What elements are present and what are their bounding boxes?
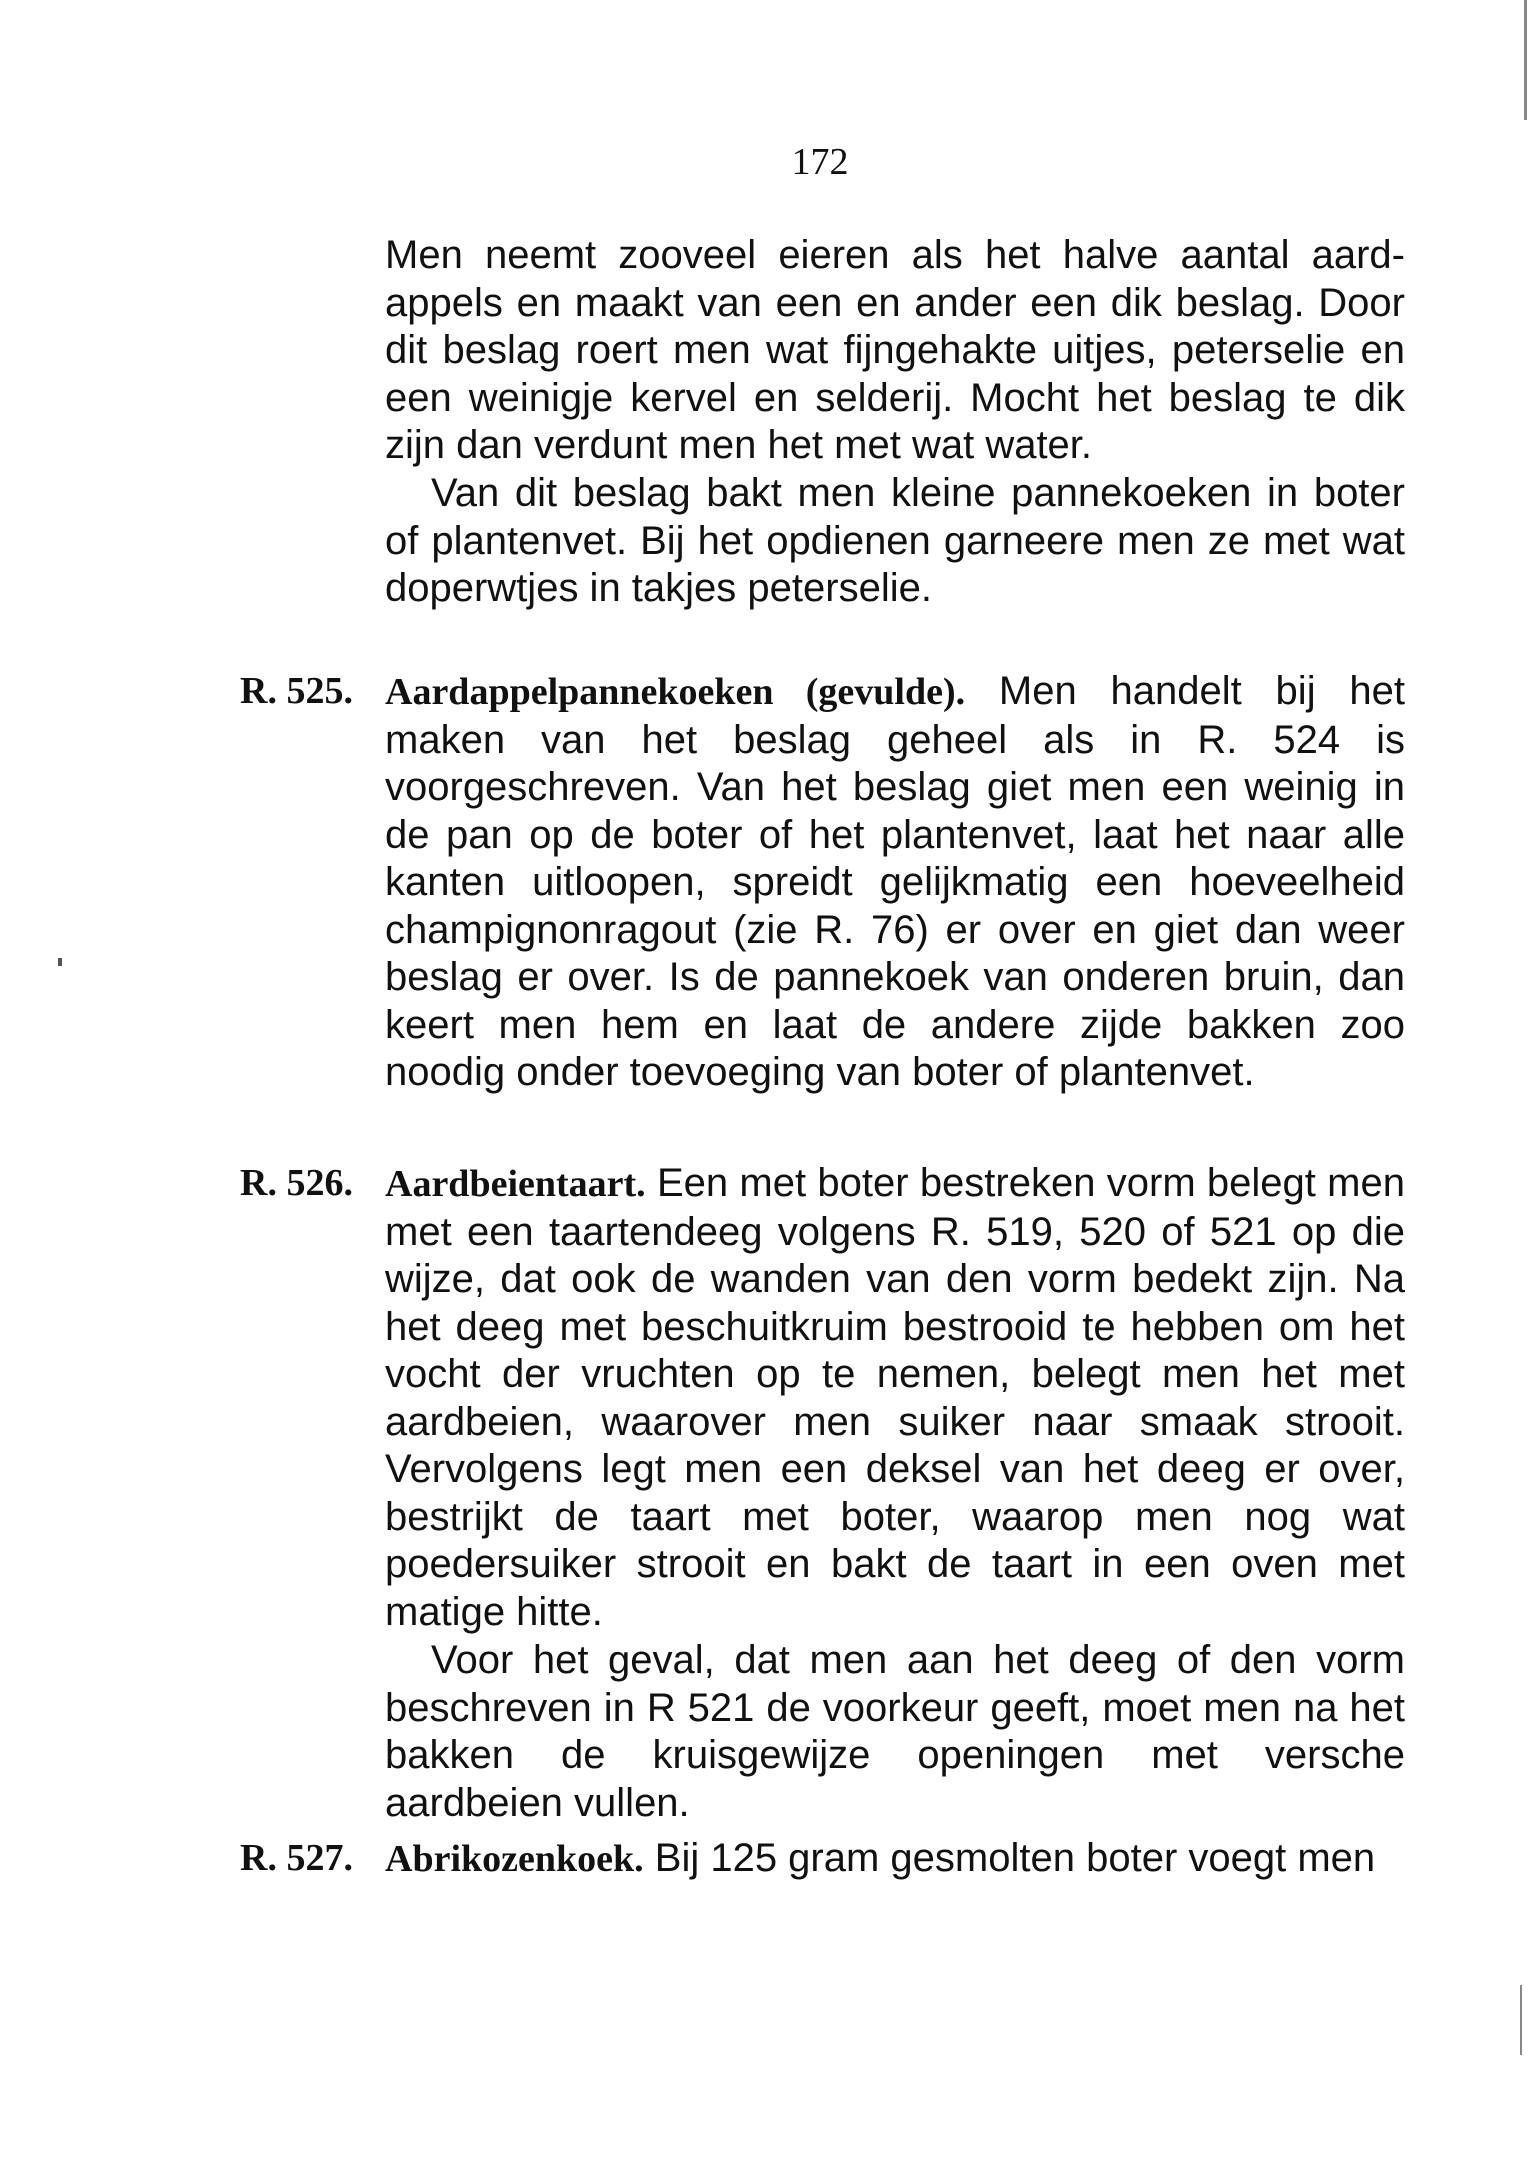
recipe-title: Abrikozenkoek. [385,1838,644,1880]
recipe-text: Bij 125 gram gesmolten boter voegt men [654,1836,1376,1880]
recipe-525 [240,668,1405,1097]
recipe-text: Men handelt bij het maken van het beslag geheel als in R. 524 is voorgeschreven. Van het beslag giet men een weinig in de pan op de boter of het plantenvet, laat het naar alle kanten uitloopen, spreidt gelijkmatig een hoeveelheid champignonragout (zie R. 76) er over en giet dan weer beslag er over. Is de pannekoek van onderen bruin, dan keert men hem en laat de andere zijde bakken zoo noodig onder toevoeging van boter of plantenvet. [385,669,1405,1094]
scan-edge-mark [1524,0,1527,120]
scan-edge-mark [1520,1985,1522,2055]
recipe-527 [240,1835,1405,1884]
intro-paragraph-1: Men neemt zooveel eieren als het halve aantal aard-appels en maakt van een en ander een dik beslag. Door dit beslag roert men wat fijngehakte uitjes, peterselie en een weinigje kervel en selderij. Mocht het beslag te dik zijn dan verdunt men het met wat water. [385,233,1405,467]
intro-paragraph-2: Van dit beslag bakt men kleine pannekoeken in boter of plantenvet. Bij het opdienen garneere men ze met wat doperwtjes in takjes peterselie. [385,471,1405,610]
recipe-number: R. 526. [240,1162,353,1204]
recipe-526-paragraph-2: Voor het geval, dat men aan het deeg of den vorm beschreven in R 521 de voorkeur geeft, moet men na het bakken de kruisgewijze openingen met versche aardbeien vullen. [385,1638,1405,1825]
page-number: 172 [791,141,849,183]
recipe-title: Aardappelpannekoeken (gevulde). [385,671,966,713]
recipe-526 [240,1160,1405,1636]
scan-speck [58,958,62,966]
recipe-text: Een met boter bestreken vorm belegt men met een taartendeeg volgens R. 519, 520 of 521 op die wijze, dat ook de wanden van den vorm bedekt zijn. Na het deeg met beschuitkruim bestrooid te hebben om het vocht der vruchten op te nemen, belegt men het met aardbeien, waarover men suiker naar smaak strooit. Vervolgens legt men een deksel van het deeg er over, bestrijkt de taart met boter, waarop men nog wat poedersuiker strooit en bakt de taart in een oven met matige hitte. [385,1161,1405,1634]
recipe-number: R. 527. [240,1837,353,1879]
recipe-title: Aardbeientaart. [385,1163,646,1205]
recipe-number: R. 525. [240,670,353,712]
